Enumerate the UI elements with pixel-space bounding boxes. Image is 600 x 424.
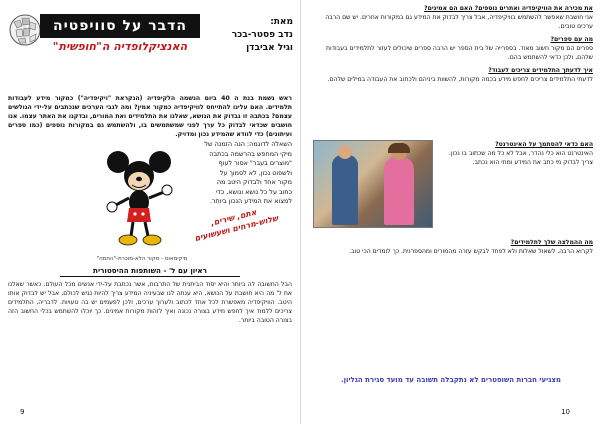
writers-label: מאת: — [270, 17, 293, 27]
article-title: הדבר על סוויפטיה — [40, 14, 200, 38]
question-1: את מכירה את הוויקיפדיה ואתרים נוספים? האם הם אמינים? — [424, 5, 593, 12]
photo-side-qa — [437, 140, 593, 167]
intro-paragraph: ראש נשמת בנת ה 40 ביום הנשמה הלקיפדיה (הנקראת "ויקיפדיה") כמקור מידע לעבודות תלמידים. האם עלינו להתייחס לוויקיפדיה כמקור אמין? ומה לגבי הערכים שנכתבים על-ידי הגולשים עצמם? בכתבה זו נבדוק את הנושא, שאלנו את התלמידים ואת המורים, ובדקנו את האתר עצמו. אנו חושבים שכדאי לבדוק כל ערך לפני שמשתמשים בו, ולהשתמש גם במקורות נוספים (כמו ספרים ועיתונים) כדי לוודא שהמידע נכון ומדויק. — [8, 95, 292, 138]
question-4: מה ההמלצה שלך לתלמידים? — [510, 239, 593, 246]
wikipedia-globe-logo — [8, 12, 42, 52]
right-top-qa — [309, 4, 593, 84]
right-page — [301, 0, 600, 424]
photo-figure-woman — [384, 157, 414, 225]
writer-2: וגיל אביבדן — [246, 43, 293, 53]
photo-side-question: האם כדאי להסתמך על האינטרנט? — [495, 141, 593, 148]
writer-1: נדב פסטר-בכר — [231, 30, 293, 40]
red-rotated-note: אתם, שירים, שלוש-מרחים ושעשועים — [193, 207, 280, 244]
page-number-left: 9 — [20, 408, 25, 416]
mickey-mouse-illustration — [98, 148, 182, 252]
article-subtitle: האנציקלופדיה ה"חופשית" — [52, 40, 188, 53]
answer-4: לקרוא הרבה, לשאול שאלות ולא לפחד לבקש עזרה מהמורים ומהספרנית. כך לומדים הכי טוב. — [349, 248, 593, 255]
photo-figure-man — [332, 155, 358, 225]
question-2: מה עם ספרים? — [550, 36, 593, 43]
interview-photo — [313, 140, 433, 228]
closing-note: מצגיעי חברות השופטרים לא נתקבלה תשובה עד מועד סגירת הגליון. — [341, 376, 561, 384]
answer-3: לדעתי התלמידים צריכים לחפש מידע בכמה מקורות, להשוות ביניהם ולכתוב את העבודה במילים שלהם. — [327, 76, 593, 83]
mickey-sidebar-text: השאלה לדוגמה: הנה הזמנה של מיקי המחפש בהרשמה בכתבה "מוצרים בעבר" אסור לעוף ולשפוט נכון, לא לסמוך על מקור אחד ולבדוק היטב מה כתוב על כל נושא ונושא, כדי למצוא את המידע הנכון ביותר. — [204, 140, 292, 205]
photo-side-answer: האינטרנט הוא כלי נהדר, אבל לא כל מה שכתוב בו נכון. צריך לבדוק מי כתב את המידע ומתי הוא נכתב. — [448, 150, 593, 166]
answer-2: ספרים הם מקור חשוב מאוד. בספרייה של בית הספר יש הרבה ספרים שיכולים לעזור לתלמידים בעבודות שלהם, ולכן כדאי להשתמש בהם. — [326, 45, 593, 61]
interview-heading: ראיון עם ל' - השותפות ההיסטורית — [60, 266, 240, 277]
writers-block — [205, 16, 293, 55]
mickey-caption: מיקימאוס - מקור הלא-מוכרת-"החמה" — [96, 256, 188, 262]
answer-1: אני חושבת שאפשר להשתמש בוויקיפדיה, אבל צריך לבדוק את המידע גם במקורות אחרים. יש שם הרבה ערכים טובים. — [325, 14, 593, 30]
right-mid-qa — [309, 238, 593, 256]
question-3: איך לדעתך התלמידים צריכים לעבוד? — [488, 67, 593, 74]
interview-body: הבל החשובה לה ביותר והיא יסוד הביתנית של התרבות, אשר נכתבת על-ידי אנשים מכל העולם. כאשר שאלנו את ל' מה היא חושבת על הנושא, היא ענתה לנו שבעיניה המידע צריך להיות נגיש לכולם, אבל יש לבדוק אותו היטב. הוויקיפדיה מאפשרת לכל אחד לכתוב ולערוך ערכים, ולכן לפעמים יש בה טעויות. לדבריה, התלמידים צריכים ללמוד איך לחפש מידע בצורה נכונה ואיך לזהות מקורות אמינים. כך יוכלו להשתמש בכלי החשוב הזה בצורה הטובה ביותר. — [8, 281, 292, 324]
page-number-right: 10 — [561, 408, 570, 416]
